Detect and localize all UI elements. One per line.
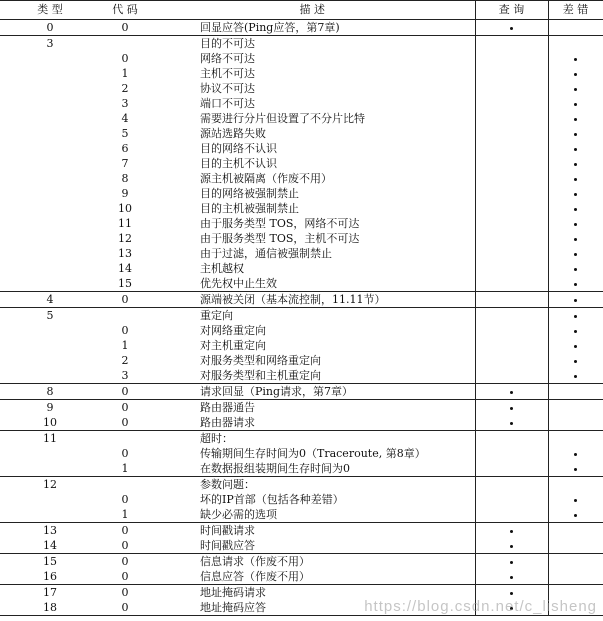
cell-code: 0: [121, 570, 129, 583]
cell-code: 0: [121, 493, 129, 506]
cell-error: [548, 523, 603, 539]
cell-query: [475, 96, 548, 111]
cell-type: 5: [0, 308, 100, 324]
cell-error: [548, 353, 603, 368]
table-row: [0, 126, 603, 141]
cell-error: [548, 81, 603, 96]
header-type: 类 型: [0, 1, 100, 20]
query-bullet-icon: [510, 530, 513, 533]
query-bullet-icon: [510, 422, 513, 425]
error-bullet-icon: [574, 375, 577, 378]
cell-query: [475, 36, 548, 52]
cell-error: [548, 461, 603, 477]
cell-error: [548, 171, 603, 186]
watermark: https://blog.csdn.net/c_lisheng: [364, 598, 597, 615]
table-row: [0, 20, 603, 36]
table-row: [0, 368, 603, 384]
table-row: [0, 569, 603, 585]
cell-query: [475, 353, 548, 368]
query-bullet-icon: [510, 592, 513, 595]
query-bullet-icon: [510, 27, 513, 30]
error-bullet-icon: [574, 148, 577, 151]
table-row: [0, 308, 603, 324]
query-bullet-icon: [510, 607, 513, 610]
cell-query: [475, 477, 548, 493]
cell-type: 0: [0, 20, 100, 36]
cell-query: [475, 186, 548, 201]
cell-type: [0, 66, 100, 81]
cell-code: [100, 477, 150, 493]
cell-description: 目的网络被强制禁止: [200, 187, 299, 200]
cell-query: [475, 171, 548, 186]
header-description: 描 述: [150, 1, 475, 20]
cell-description: 时间戳请求: [150, 523, 475, 539]
cell-query: [475, 585, 548, 601]
cell-type: 9: [0, 400, 100, 416]
table-row: [0, 338, 603, 353]
table-row: [0, 261, 603, 276]
cell-type: 13: [0, 523, 100, 539]
cell-query: [475, 201, 548, 216]
cell-error: [548, 51, 603, 66]
cell-query: [475, 523, 548, 539]
error-bullet-icon: [574, 73, 577, 76]
cell-description: 端口不可达: [200, 97, 255, 110]
cell-code: 0: [121, 52, 129, 65]
cell-error: [548, 384, 603, 400]
cell-code: 2: [121, 82, 129, 95]
cell-type: [0, 216, 100, 231]
cell-description: 目的主机被强制禁止: [200, 202, 299, 215]
cell-type: [0, 246, 100, 261]
error-bullet-icon: [574, 133, 577, 136]
table-row: [0, 141, 603, 156]
cell-type: 3: [0, 36, 100, 52]
cell-code: 10: [118, 202, 132, 215]
cell-type: 15: [0, 554, 100, 570]
cell-description: 由于过滤，通信被强制禁止: [200, 247, 332, 260]
error-bullet-icon: [574, 118, 577, 121]
cell-error: [548, 201, 603, 216]
cell-code: [100, 431, 150, 447]
cell-code: [100, 308, 150, 324]
cell-type: [0, 201, 100, 216]
cell-type: [0, 261, 100, 276]
table-row: [0, 461, 603, 477]
table-row: [0, 477, 603, 493]
cell-code: 0: [100, 585, 150, 601]
cell-code: 0: [100, 384, 150, 400]
table-row: [0, 507, 603, 523]
cell-code: 0: [121, 416, 129, 429]
cell-description: 网络不可达: [200, 52, 255, 65]
cell-code: 13: [118, 247, 132, 260]
cell-type: [0, 141, 100, 156]
cell-code: 7: [121, 157, 129, 170]
cell-error: [548, 141, 603, 156]
table-row: [0, 523, 603, 539]
cell-description: 地址掩码应答: [150, 600, 475, 616]
error-bullet-icon: [574, 103, 577, 106]
cell-type: [0, 276, 100, 292]
cell-type: 10: [43, 416, 57, 429]
error-bullet-icon: [574, 315, 577, 318]
table-row: [0, 585, 603, 601]
cell-code: 2: [121, 354, 129, 367]
cell-error: [548, 36, 603, 52]
table-row: [0, 96, 603, 111]
table-row: [0, 276, 603, 292]
cell-description: 目的网络不认识: [200, 142, 277, 155]
cell-description: 源主机被隔离（作废不用）: [200, 172, 332, 185]
error-bullet-icon: [574, 345, 577, 348]
cell-code: 6: [121, 142, 129, 155]
cell-description: 由于服务类型 TOS，主机不可达: [200, 232, 360, 245]
cell-query: [475, 276, 548, 292]
error-bullet-icon: [574, 58, 577, 61]
cell-description: 时间戳应答: [200, 539, 255, 552]
cell-error: [548, 66, 603, 81]
error-bullet-icon: [574, 253, 577, 256]
cell-code: 12: [118, 232, 132, 245]
cell-error: [548, 400, 603, 416]
cell-code: 0: [100, 554, 150, 570]
error-bullet-icon: [574, 468, 577, 471]
cell-code: 1: [121, 339, 129, 352]
cell-type: [0, 96, 100, 111]
cell-query: [475, 400, 548, 416]
cell-description: 在数据报组装期间生存时间为0: [200, 462, 350, 475]
cell-code: 0: [100, 292, 150, 308]
cell-error: [548, 415, 603, 431]
cell-query: [475, 292, 548, 308]
cell-description: 需要进行分片但设置了不分片比特: [200, 112, 365, 125]
cell-type: [0, 171, 100, 186]
cell-description: 路由器通告: [150, 400, 475, 416]
cell-query: [475, 231, 548, 246]
table-row: [0, 446, 603, 461]
error-bullet-icon: [574, 208, 577, 211]
cell-query: [475, 111, 548, 126]
error-bullet-icon: [574, 299, 577, 302]
error-bullet-icon: [574, 283, 577, 286]
cell-code: 14: [118, 262, 132, 275]
cell-code: 9: [121, 187, 129, 200]
table-row: [0, 111, 603, 126]
cell-error: [548, 231, 603, 246]
cell-code: 0: [100, 523, 150, 539]
cell-error: [548, 477, 603, 493]
cell-error: [548, 569, 603, 585]
cell-description: 协议不可达: [200, 82, 255, 95]
cell-query: [475, 20, 548, 36]
error-bullet-icon: [574, 223, 577, 226]
table-row: [0, 246, 603, 261]
error-bullet-icon: [574, 330, 577, 333]
cell-description: 优先权中止生效: [200, 277, 277, 290]
cell-query: [475, 51, 548, 66]
cell-description: 缺少必需的选项: [200, 508, 277, 521]
table-row: [0, 384, 603, 400]
cell-type: [0, 126, 100, 141]
cell-error: [548, 431, 603, 447]
error-bullet-icon: [574, 163, 577, 166]
table-row: [0, 431, 603, 447]
table-row: [0, 554, 603, 570]
table-row: [0, 51, 603, 66]
query-bullet-icon: [510, 391, 513, 394]
cell-type: [0, 156, 100, 171]
cell-error: [548, 126, 603, 141]
cell-query: [475, 538, 548, 554]
cell-query: [475, 338, 548, 353]
table-row: [0, 216, 603, 231]
cell-query: [475, 446, 548, 461]
cell-description: 信息请求（作废不用）: [150, 554, 475, 570]
cell-type: [0, 323, 100, 338]
table-row: [0, 292, 603, 308]
error-bullet-icon: [574, 499, 577, 502]
cell-type: 11: [0, 431, 100, 447]
cell-query: [475, 261, 548, 276]
cell-description: 路由器请求: [200, 416, 255, 429]
cell-error: [548, 554, 603, 570]
cell-description: 参数问题：: [150, 477, 475, 493]
cell-code: 0: [100, 600, 150, 616]
cell-description: 对网络重定向: [200, 324, 266, 337]
cell-type: [0, 353, 100, 368]
error-bullet-icon: [574, 193, 577, 196]
cell-query: [475, 323, 548, 338]
cell-query: [475, 431, 548, 447]
table-row: [0, 171, 603, 186]
cell-type: [0, 461, 100, 477]
error-bullet-icon: [574, 238, 577, 241]
table-row: [0, 400, 603, 416]
cell-description: 由于服务类型 TOS，网络不可达: [200, 217, 360, 230]
cell-description: 重定向: [150, 308, 475, 324]
cell-error: [548, 261, 603, 276]
cell-code: 8: [121, 172, 129, 185]
cell-query: [475, 600, 548, 616]
cell-error: [548, 292, 603, 308]
query-bullet-icon: [510, 561, 513, 564]
cell-query: [475, 66, 548, 81]
error-bullet-icon: [574, 88, 577, 91]
table-row: [0, 323, 603, 338]
cell-query: [475, 507, 548, 523]
cell-query: [475, 81, 548, 96]
cell-description: 请求回显（Ping请求，第7章）: [150, 384, 475, 400]
cell-error: [548, 338, 603, 353]
cell-description: 对服务类型和网络重定向: [200, 354, 321, 367]
table-body: [0, 20, 603, 616]
cell-code: 3: [121, 97, 129, 110]
cell-error: [548, 276, 603, 292]
table-row: [0, 36, 603, 52]
cell-error: [548, 323, 603, 338]
cell-type: [0, 492, 100, 507]
cell-description: 坏的IP首部（包括各种差错）: [200, 493, 344, 506]
cell-error: [548, 600, 603, 616]
cell-query: [475, 492, 548, 507]
cell-type: [0, 51, 100, 66]
cell-query: [475, 554, 548, 570]
cell-description: 信息应答（作废不用）: [200, 570, 310, 583]
cell-query: [475, 126, 548, 141]
table-row: [0, 66, 603, 81]
cell-description: 对主机重定向: [200, 339, 266, 352]
query-bullet-icon: [510, 576, 513, 579]
cell-code: 0: [100, 400, 150, 416]
cell-error: [548, 492, 603, 507]
cell-description: 回显应答(Ping应答，第7章): [150, 20, 475, 36]
cell-query: [475, 308, 548, 324]
cell-code: 0: [121, 324, 129, 337]
cell-error: [548, 216, 603, 231]
table-row: [0, 186, 603, 201]
cell-code: 1: [121, 67, 129, 80]
cell-type: 14: [43, 539, 57, 552]
cell-type: 4: [0, 292, 100, 308]
cell-query: [475, 461, 548, 477]
cell-type: 17: [0, 585, 100, 601]
cell-type: 16: [43, 570, 57, 583]
table-row: [0, 156, 603, 171]
table-row: [0, 231, 603, 246]
query-bullet-icon: [510, 407, 513, 410]
cell-error: [548, 368, 603, 384]
cell-description: 对服务类型和主机重定向: [200, 369, 321, 382]
error-bullet-icon: [574, 268, 577, 271]
cell-code: 0: [121, 447, 129, 460]
cell-description: 目的不可达: [150, 36, 475, 52]
cell-type: [0, 81, 100, 96]
cell-code: 15: [118, 277, 132, 290]
cell-error: [548, 186, 603, 201]
header-code: 代 码: [100, 1, 150, 20]
error-bullet-icon: [574, 178, 577, 181]
cell-type: 8: [0, 384, 100, 400]
cell-type: [0, 186, 100, 201]
cell-code: 0: [121, 539, 129, 552]
cell-code: 3: [121, 369, 129, 382]
cell-type: [0, 446, 100, 461]
error-bullet-icon: [574, 360, 577, 363]
cell-type: 12: [0, 477, 100, 493]
table-row: [0, 353, 603, 368]
table-row: [0, 201, 603, 216]
cell-error: [548, 20, 603, 36]
cell-code: 5: [121, 127, 129, 140]
table-row: [0, 600, 603, 616]
cell-query: [475, 415, 548, 431]
cell-description: 传输期间生存时间为0（Traceroute, 第8章）: [200, 447, 426, 460]
cell-description: 主机越权: [200, 262, 244, 275]
cell-error: [548, 585, 603, 601]
cell-code: 1: [121, 508, 129, 521]
cell-description: 地址掩码请求: [150, 585, 475, 601]
cell-error: [548, 507, 603, 523]
table-header-row: [0, 1, 603, 20]
cell-type: [0, 231, 100, 246]
cell-code: [100, 36, 150, 52]
cell-query: [475, 368, 548, 384]
cell-error: [548, 246, 603, 261]
cell-error: [548, 111, 603, 126]
cell-query: [475, 246, 548, 261]
cell-type: 18: [0, 600, 100, 616]
query-bullet-icon: [510, 545, 513, 548]
cell-description: 源端被关闭（基本流控制，11.11节）: [150, 292, 475, 308]
cell-type: [0, 507, 100, 523]
cell-code: 4: [121, 112, 129, 125]
cell-query: [475, 141, 548, 156]
cell-query: [475, 216, 548, 231]
cell-query: [475, 384, 548, 400]
cell-error: [548, 156, 603, 171]
cell-error: [548, 446, 603, 461]
table-row: [0, 415, 603, 431]
header-error: 差 错: [548, 1, 603, 20]
cell-description: 主机不可达: [200, 67, 255, 80]
cell-error: [548, 538, 603, 554]
cell-type: [0, 338, 100, 353]
error-bullet-icon: [574, 453, 577, 456]
cell-query: [475, 569, 548, 585]
cell-description: 源站选路失败: [200, 127, 266, 140]
error-bullet-icon: [574, 514, 577, 517]
cell-code: 0: [100, 20, 150, 36]
table-row: [0, 538, 603, 554]
table-row: [0, 81, 603, 96]
cell-error: [548, 96, 603, 111]
table-row: [0, 492, 603, 507]
header-query: 查 询: [475, 1, 548, 20]
cell-description: 目的主机不认识: [200, 157, 277, 170]
cell-code: 11: [118, 217, 132, 230]
cell-description: 超时：: [150, 431, 475, 447]
cell-error: [548, 308, 603, 324]
cell-query: [475, 156, 548, 171]
cell-type: [0, 368, 100, 384]
cell-type: [0, 111, 100, 126]
cell-code: 1: [121, 462, 129, 475]
